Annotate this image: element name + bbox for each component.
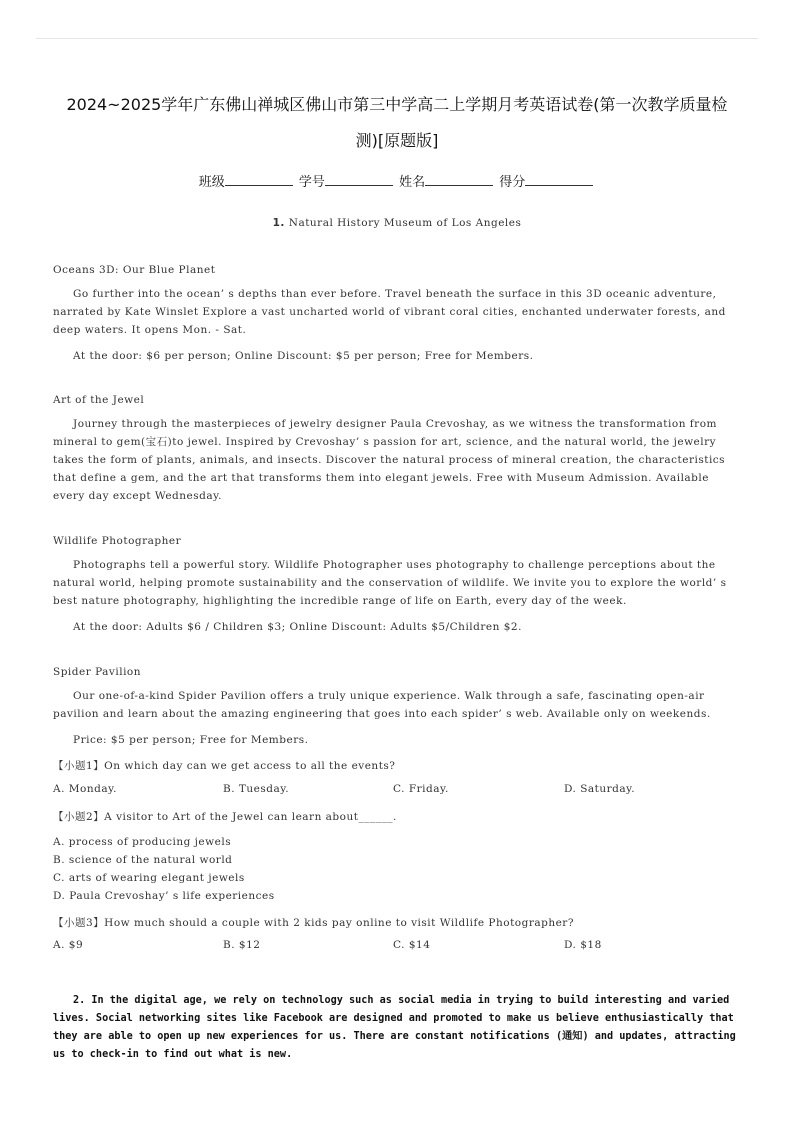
section-wildlife-title: Wildlife Photographer (53, 535, 182, 547)
section-paragraph: Go further into the ocean’ s depths than ever before. Travel beneath the surface in this 3D oceanic adventure, narrated by Kate Winslet Explore a vast uncharted world of vibrant coral cities, enchanted underwater forests, and deep waters. It opens Mon. - Sat. (53, 288, 726, 336)
score-field[interactable] (525, 173, 593, 186)
option-d[interactable]: D. Paula Crevoshay’ s life experiences (53, 890, 275, 902)
section-paragraph: Photographs tell a powerful story. Wildlife Photographer uses photography to challenge perceptions about the natural world, helping promote sustainability and the conservation of wildlife. We invite you to explore the world’ s best nature photography, highlighting the incredible range of life on Earth, every day of the week. (53, 559, 727, 607)
option-b[interactable]: B. Tuesday. (223, 783, 290, 795)
question-2-passage: 2. In the digital age, we rely on technology such as social media in trying to build interesting and varied lives. Social networking sites like Facebook are designed and promoted to make us believe enthusiastically that they are able to open up new experiences for us. There are constant notifications (通知) and updates, attracting us to check-in to find out what is new. (53, 995, 736, 1060)
student-id-label: 学号 (298, 175, 325, 190)
name-field[interactable] (425, 173, 493, 186)
section-jewel-title: Art of the Jewel (53, 394, 145, 406)
score-label: 得分 (499, 175, 526, 190)
question-1-heading (0, 217, 794, 229)
section-paragraph: At the door: Adults $6 / Children $3; Online Discount: Adults $5/Children $2. (73, 621, 522, 633)
option-d[interactable]: D. Saturday. (564, 783, 636, 795)
section-paragraph: At the door: $6 per person; Online Discount: $5 per person; Free for Members. (73, 350, 534, 362)
option-b[interactable]: B. science of the natural world (53, 854, 233, 866)
section-paragraph: Our one-of-a-kind Spider Pavilion offers a truly unique experience. Walk through a safe, fascinating open-air pavilion and learn about the amazing engineering that goes into each spider’ s web. Available only on weekends. (53, 690, 711, 720)
option-c[interactable]: C. Friday. (393, 783, 449, 795)
section-paragraph: Journey through the masterpieces of jewelry designer Paula Crevoshay, as we witness the transformation from mineral to gem(宝石)to jewel. Inspired by Crevoshay’ s passion for art, science, and the natural world, the jewelry takes the form of plants, animals, and insects. Discover the natural process of mineral creation, the characteristics that define a gem, and the art that transforms them into elegant jewels. Free with Museum Admission. Available every day except Wednesday. (53, 418, 726, 502)
class-field[interactable] (225, 173, 293, 186)
section-spider-title: Spider Pavilion (53, 666, 142, 678)
class-label: 班级 (198, 175, 225, 190)
option-a[interactable]: A. Monday. (53, 783, 117, 795)
section-oceans-body (53, 285, 743, 365)
question-1-number: 1. (272, 217, 285, 229)
sub-question-1-stem: 【小题1】On which day can we get access to all the events? (53, 760, 396, 772)
option-d[interactable]: D. $18 (564, 939, 602, 951)
sub-question-2-options (53, 833, 743, 905)
section-paragraph: Price: $5 per person; Free for Members. (73, 734, 309, 746)
exam-title-line1: 2024~2025学年广东佛山禅城区佛山市第三中学高二上学期月考英语试卷(第一次教学质量检 (66, 95, 728, 114)
sub-question-2-stem: 【小题2】A visitor to Art of the Jewel can learn about______. (53, 811, 397, 823)
section-spider-body (53, 687, 743, 749)
section-oceans-title: Oceans 3D: Our Blue Planet (53, 264, 216, 276)
student-info-fields (0, 171, 794, 190)
option-a[interactable]: A. $9 (53, 939, 84, 951)
option-a[interactable]: A. process of producing jewels (53, 836, 232, 848)
student-id-field[interactable] (325, 173, 393, 186)
top-divider (36, 38, 758, 39)
section-wildlife-body (53, 556, 743, 636)
sub-question-3-stem: 【小题3】How much should a couple with 2 kids pay online to visit Wildlife Photographer? (53, 917, 574, 929)
option-b[interactable]: B. $12 (223, 939, 261, 951)
option-c[interactable]: C. arts of wearing elegant jewels (53, 872, 245, 884)
option-c[interactable]: C. $14 (393, 939, 431, 951)
exam-title-line2: 测)[原题版] (355, 131, 439, 150)
name-label: 姓名 (399, 175, 426, 190)
section-jewel-body (53, 415, 743, 505)
question-1-heading-text: Natural History Museum of Los Angeles (288, 217, 522, 229)
